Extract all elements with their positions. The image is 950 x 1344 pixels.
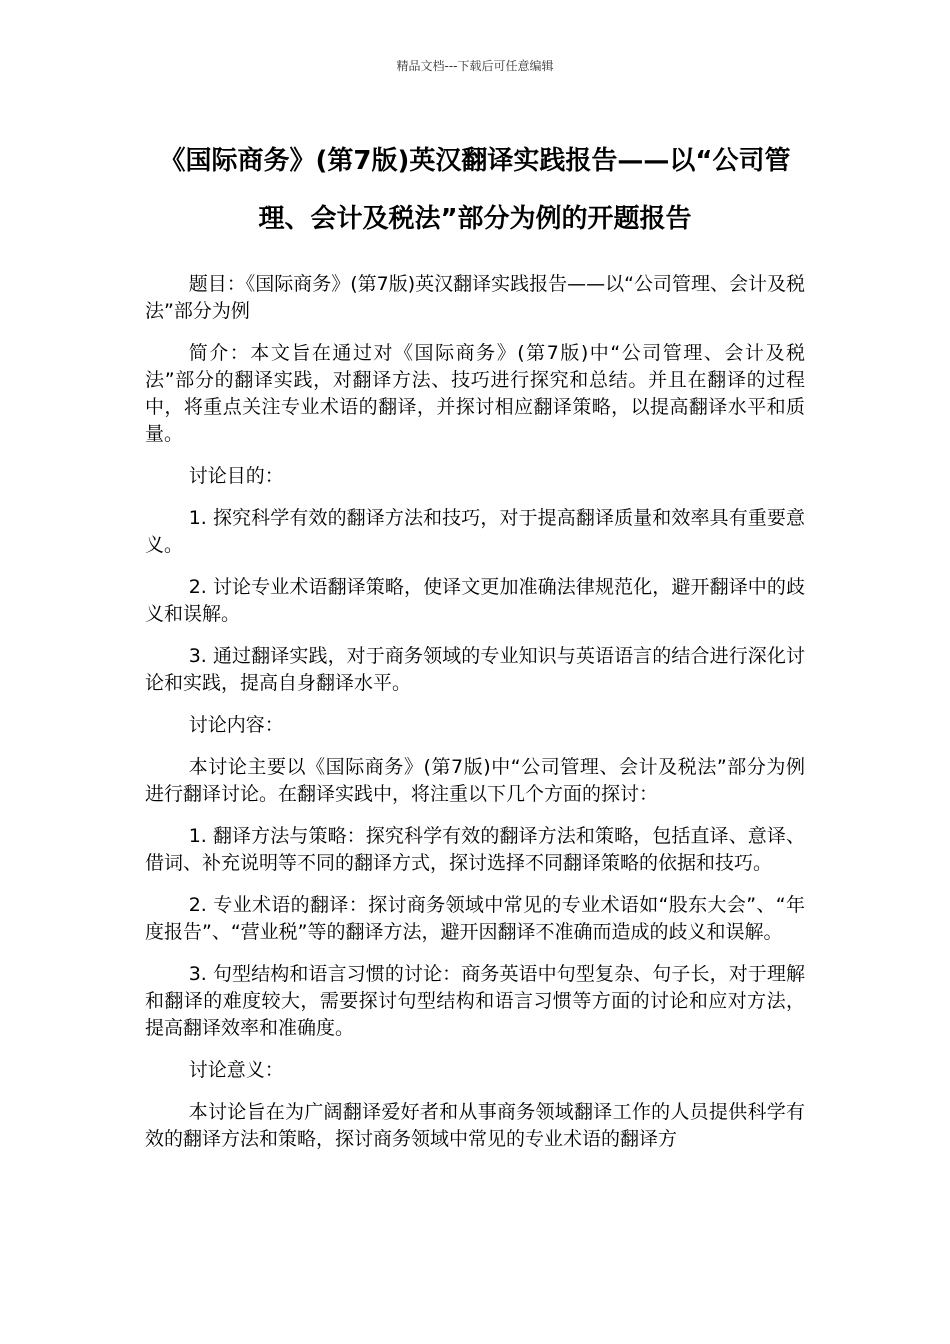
purpose-item-1: 1. 探究科学有效的翻译方法和技巧，对于提高翻译质量和效率具有重要意义。: [145, 507, 805, 556]
significance-paragraph: 本讨论旨在为广阔翻译爱好者和从事商务领域翻译工作的人员提供科学有效的翻译方法和策略，探讨商务领域中常见的专业术语的翻译方: [145, 1101, 805, 1150]
paragraph-intro: 简介：本文旨在通过对《国际商务》(第7版)中“公司管理、会计及税法”部分的翻译实践，对翻译方法、技巧进行探究和总结。并且在翻译的过程中，将重点关注专业术语的翻译，并探讨相应翻译策略，以提高翻译水平和质量。: [145, 342, 805, 445]
document-title: 《国际商务》(第7版)英汉翻译实践报告——以“公司管理、会计及税法”部分为例的开题报告: [159, 146, 791, 234]
document-body: [145, 271, 805, 1168]
content-item-1: 1. 翻译方法与策略：探究科学有效的翻译方法和策略，包括直译、意译、借词、补充说明等不同的翻译方式，探讨选择不同翻译策略的依据和技巧。: [145, 825, 805, 874]
content-item-2: 2. 专业术语的翻译：探讨商务领域中常见的专业术语如“股东大会”、“年度报告”、“营业税”等的翻译方法，避开因翻译不准确而造成的歧义和误解。: [145, 894, 805, 943]
paragraph-topic: 题目：《国际商务》(第7版)英汉翻译实践报告——以“公司管理、会计及税法”部分为例: [145, 273, 805, 322]
section-heading-content: 讨论内容：: [188, 714, 284, 736]
content-item-3: 3. 句型结构和语言习惯的讨论：商务英语中句型复杂、句子长，对于理解和翻译的难度较大，需要探讨句型结构和语言习惯等方面的讨论和应对方法，提高翻译效率和准确度。: [145, 963, 805, 1039]
section-heading-significance: 讨论意义：: [188, 1059, 284, 1081]
purpose-item-3: 3. 通过翻译实践，对于商务领域的专业知识与英语语言的结合进行深化讨论和实践，提高自身翻译水平。: [145, 645, 805, 694]
header-note: 精品文档---下载后可任意编辑: [396, 59, 554, 73]
section-heading-purpose: 讨论目的：: [188, 465, 284, 487]
content-intro: 本讨论主要以《国际商务》(第7版)中“公司管理、会计及税法”部分为例进行翻译讨论。在翻译实践中，将注重以下几个方面的探讨：: [145, 756, 805, 805]
purpose-item-2: 2. 讨论专业术语翻译策略，使译文更加准确法律规范化，避开翻译中的歧义和误解。: [145, 576, 805, 625]
